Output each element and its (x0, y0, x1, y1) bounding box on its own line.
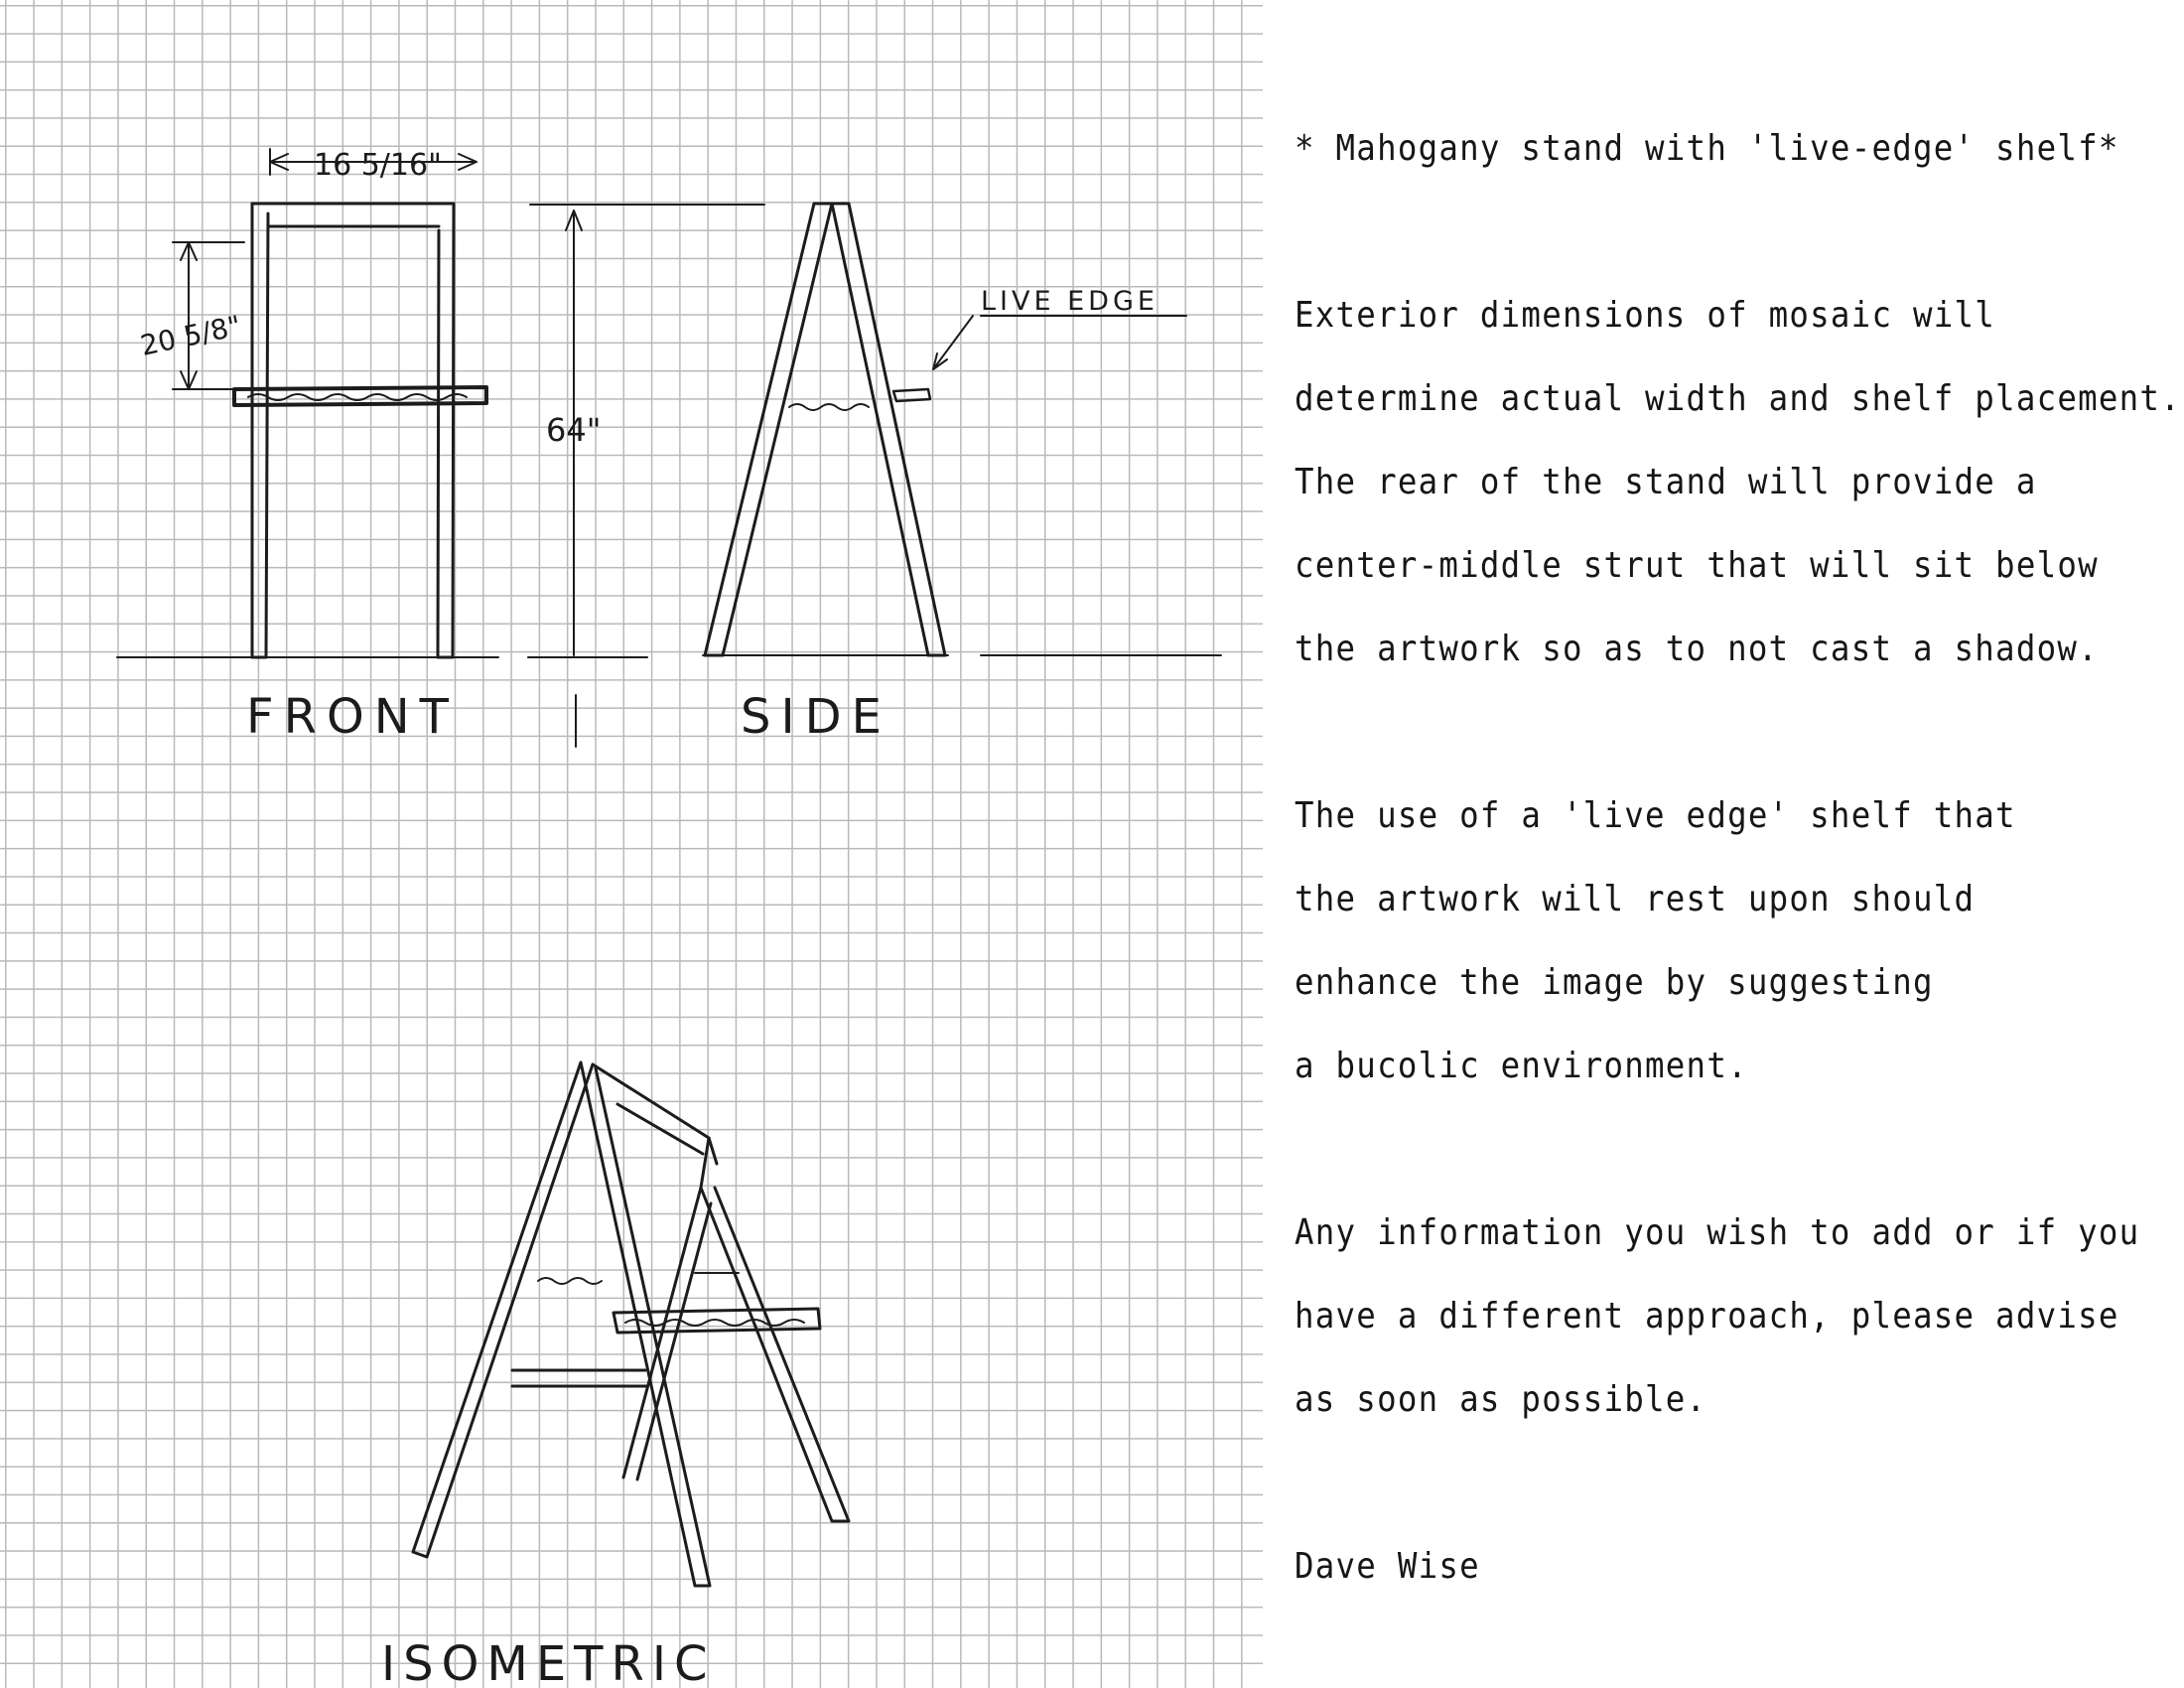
notes-line: a bucolic environment. (1295, 1046, 1748, 1086)
notes-line: the artwork so as to not cast a shadow. (1295, 629, 2099, 669)
notes-title: * Mahogany stand with 'live-edge' shelf* (1295, 128, 2119, 169)
isometric-view (413, 1062, 849, 1586)
isometric-view-label: ISOMETRIC (381, 1636, 716, 1688)
side-view (703, 204, 1221, 655)
notes-line: Exterior dimensions of mosaic will (1295, 295, 1996, 336)
front-view (117, 149, 498, 657)
notes-line: have a different approach, please advise (1295, 1296, 2119, 1336)
notes-line: The rear of the stand will provide a (1295, 462, 2037, 502)
signature: Dave Wise (1295, 1546, 1480, 1587)
notes-line: The use of a 'live edge' shelf that (1295, 795, 2016, 836)
notes-panel (1295, 119, 2181, 1620)
overall-height-dimension-label: 64" (546, 411, 602, 449)
side-view-label: SIDE (741, 689, 891, 745)
overall-height-dimension (528, 205, 764, 747)
notes-line: Any information you wish to add or if you (1295, 1212, 2140, 1253)
front-view-label: FRONT (246, 689, 459, 745)
notes-line: enhance the image by suggesting (1295, 962, 1934, 1003)
notes-line: the artwork will rest upon should (1295, 879, 1976, 919)
live-edge-callout: LIVE EDGE (981, 286, 1159, 317)
width-dimension-label: 16 5/16" (314, 148, 442, 183)
upper-height-dimension-label: 20 5/8" (137, 309, 244, 362)
notes-line: determine actual width and shelf placement. (1295, 378, 2181, 419)
notes-line: center-middle strut that will sit below (1295, 545, 2099, 586)
notes-line: as soon as possible. (1295, 1379, 1707, 1420)
